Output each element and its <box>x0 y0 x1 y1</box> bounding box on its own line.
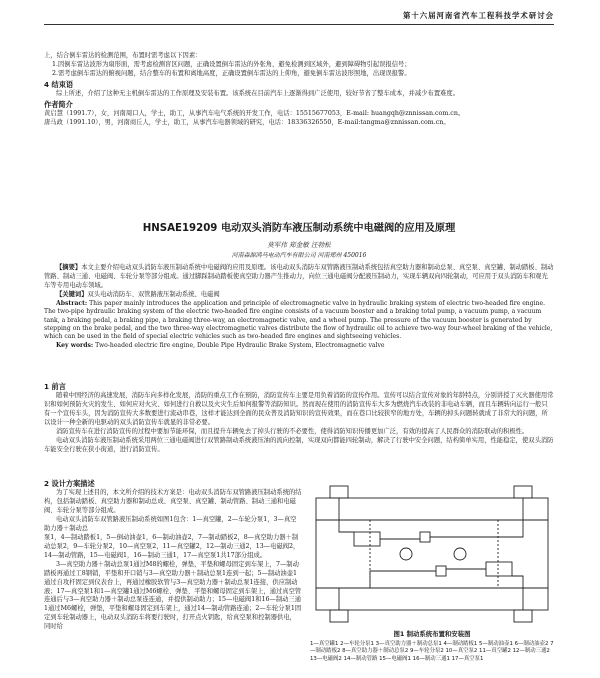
previous-article-tail <box>44 52 554 128</box>
section-2-para-2: 电动双头消防车双管路液压制动系统如图1包含：1—真空罐，2—车轮分泵1，3—真空助力器＋制动总 <box>44 516 297 532</box>
vacuum-tank-1 <box>400 548 412 560</box>
vacuum-booster-1 <box>354 532 380 546</box>
article-title: HNSAE19209 电动双头消防车液压制动系统中电磁阀的应用及原理 <box>142 223 456 234</box>
abstract-en: This paper mainly introduces the application and principle of electromagnetic valve in hydraulic braking system of electric two-headed fire engine. The two-pipe hydraulic braking system of the electric two-headed fire engine consists of a vacuum booster and a braking total pump, a vacuum pump, a vacuum tank, a braking pedal, a braking pipe, a braking three-way, an electromagnetic valve, and a wheel pump. The pressure of the vacuum booster is generated by stepping on the brake pedal, and the two three-way electromagnetic valves distribute the flow of hydraulic oil to achieve two-way four-wheel braking of the vehicle, which can be used in the field of special electric vehicles such as two-headed fire engines and sightseeing vehicles. <box>44 299 553 341</box>
abstract-cn: 本文主要介绍电动双头消防车液压制动系统中电磁阀的应用及原理。该电动双头消防车双管路液压制动系统包括真空助力器和制动总泵、真空泵、真空罐、制动踏板、制动管路、制动三通、电磁阀、车轮分泵等部分组成。通过脚踩制动踏板使真空助力器产生推动力，向位三通电磁阀分配液压制动力，实现车辆双向四轮制动，可应用于双头消防车和观光车等专用电动车领域。 <box>44 264 554 289</box>
section-2-para-3: 泵1，4—制动踏板1，5—倒动油壶1，6—制动油壶2，7—制动踏板2，8—真空助力器＋制动总泵2，9—车轮分泵2，10—真空泵2，11—真空罐2，12—制动三通2，13—电磁阀2，14—制动管路，15—电磁阀1，16—制动三通1，17—真空泵1共17部分组成。 <box>44 533 300 559</box>
conclusion-text: 综上所述，介绍了这种无主机倒车雷达的工作原理及安装布置。该系统在目前汽车上逐渐得到广泛使用，较好节省了整车成本，并减少布置难度。 <box>56 90 459 98</box>
solenoid-valve-2 <box>436 566 446 576</box>
section-1-heading: 1 前言 <box>44 382 66 391</box>
wheel-brake-rear-right <box>514 610 532 622</box>
keywords-cn: 双头电动消防车、双管路液压制动系统、电磁阀 <box>87 290 220 298</box>
author-bio-heading: 作者简介 <box>44 99 73 109</box>
vacuum-booster-2 <box>486 562 512 576</box>
brake-pipelines <box>339 498 523 610</box>
author-bio-2: 唐马政（1991.10），男，河南商丘人，学士，助工，从事汽车电器领域的研究，电话：18336326550，E-mail:tangma@znnissan.com.cn。 <box>44 119 450 127</box>
running-header <box>44 12 554 25</box>
figure-legend: 1—真空罐1 2—车轮分泵1 3—真空助力器＋制动总泵1 4—制动踏板1 5—制动油壶1 6—制动油壶2 7—制动踏板2 8—真空助力器＋制动总泵2 9—车轮分泵2 10—真空泵2 11—真空罐2 12—制动三通2 13—电磁阀2 14—制动管路 15—电磁阀1 16—制动三通1 17—真空泵1 <box>310 641 554 662</box>
wheel-brake-front-left <box>330 486 348 498</box>
figure-caption: 图1 制动系统布置和安装图 <box>393 630 471 638</box>
prev-item-1: 1.因倒车雷达波形为扇形面，需考虑检测盲区问题，正确设置倒车雷达的外张角，避免检测到区域外，避到障碍物引起误报信号； <box>52 60 411 68</box>
keywords-label: 【关键词】 <box>56 290 88 298</box>
wheel-brake-front-right <box>330 610 348 622</box>
vacuum-tank-2 <box>454 548 466 560</box>
keywords-en: Two-headed electric fire engine, Double Pipe Hydraulic Brake System, Electromagnetic valve <box>95 341 385 349</box>
wheel-brake-rear-left <box>514 486 532 498</box>
section-2-heading: 2 设计方案描述 <box>44 479 95 488</box>
prev-intro: 上，结合倒车雷达的检测范围，布置时需考虑以下因素： <box>44 52 202 59</box>
brake-system-diagram <box>310 480 554 628</box>
abstract-en-label: Abstract: <box>56 299 88 307</box>
section-2-column <box>44 478 302 632</box>
abstract-label: 【摘要】 <box>56 264 82 271</box>
section-1-para-1: 随着中国经济的高速发展，消防车向多样化发展，消防的重点工作在预防，消防宣传车主要是用负着消防的宣传作用。宣传可以结合宣传对象的年龄特点，分别讲授了灭火器使用常识和如何预防火灾的发生、如何应对火灾、如何进行自救以及火灾生后如何报警等消防知识。然而现在使用的消防宣传车大多为燃烧汽车改装的非电动车辆，而且车辆转向运行一般只有一个宣传车头，因为消防宣传大多数要进行流动串巷，这样才能达到全面的民众普及消防知识的宣传效果，而在巷口比较狭窄的地方处，车辆的掉头问题转就成了非常大的问题，所以设计一种全新的电驱动的双头消防宣传车就显的非常必要。 <box>44 392 554 427</box>
article-affiliation: 河南森源鸿马电动汽车有限公司 河南郑州 450016 <box>231 252 367 259</box>
section-2-para-1: 为了实现上述目的，本文所介绍的技术方案是：电动双头消防车双管路液压制动系统的结构，包括制动踏板、真空助力器和制动总成、真空泵、真空罐、制动管路、制动三通和电磁阀、车轮分泵等部分组成。 <box>44 489 302 515</box>
section-1-para-3: 电动双头消防车液压制动系统采用两位三通电磁阀进行双管路制动系统液压油的流向控制，实现双向都能四轮制动，解决了行驶中安全问题，结构简单实用，性能稳定，使双头消防车能安全行驶在狭小街道，进行消防宣传。 <box>44 436 554 453</box>
prev-item-2: 2.需考虑倒车雷达的俯视问题，结合整车的布置和离地高度，正确设置倒车雷达的上仰角，避免倒车雷达波形照地，出现误报警。 <box>52 69 411 77</box>
solenoid-valve-1 <box>420 532 430 542</box>
two-column-area <box>44 478 554 673</box>
journal-title: 第十六届河南省汽车工程科技学术研讨会 <box>402 11 554 21</box>
vehicle-frame-outline <box>316 498 548 610</box>
author-bio-1: 黄启慧（1991.7），女，河南周口人，学士，助工，从事汽车电气系统的开发工作，电话：15515677053，E-mail: huangqh@znnissan.com.cn。 <box>44 110 465 118</box>
keywords-en-label: Key words: <box>56 341 94 349</box>
figure-1 <box>310 478 554 673</box>
article-authors: 莫军伟 郑金敏 汪勃松 <box>267 241 331 249</box>
section-1-para-2: 消防宣传车在进行消防宣传的过程中要加节能环保，而且提升车辆免去了掉头行驶的不必要性，使得消防知识传播更加广泛，有效的提高了人民群众的消防联动的积极性。 <box>56 427 529 435</box>
section-2-para-4: 3—真空助力器＋制动总泵1通过M8的螺栓，弹垫，平垫和螺母固定到车架上，7—制动踏板再通过工8钢销，平垫和开口销与3—真空助力器＋制动总泵1连到一起；5—制动油壶1通过自攻杆固定到仪表台上，再通过橡胶软管与3—真空助力器＋制动总泵1连接，供应制动液；17—真空泵1和1—真空罐1通过M6螺栓、弹垫、平垫和螺母固定到车架上，通过真空管连通后与3—真空助力器＋制动总泵连连通，并提供制动助力；15—电磁阀1和16—制动三通1通过M6螺栓，弹垫，平垫和螺母固定到车架上，通过14—制动管路连通；2—车轮分泵1固定到车轮制动器上，电动双头消防车将要行驶时，打开点火钥匙，给真空泵和控制器供电，同时给 <box>44 560 302 631</box>
section-1 <box>44 381 554 455</box>
conclusion-heading: 4 结束语 <box>44 79 74 89</box>
abstract-block <box>44 264 554 350</box>
